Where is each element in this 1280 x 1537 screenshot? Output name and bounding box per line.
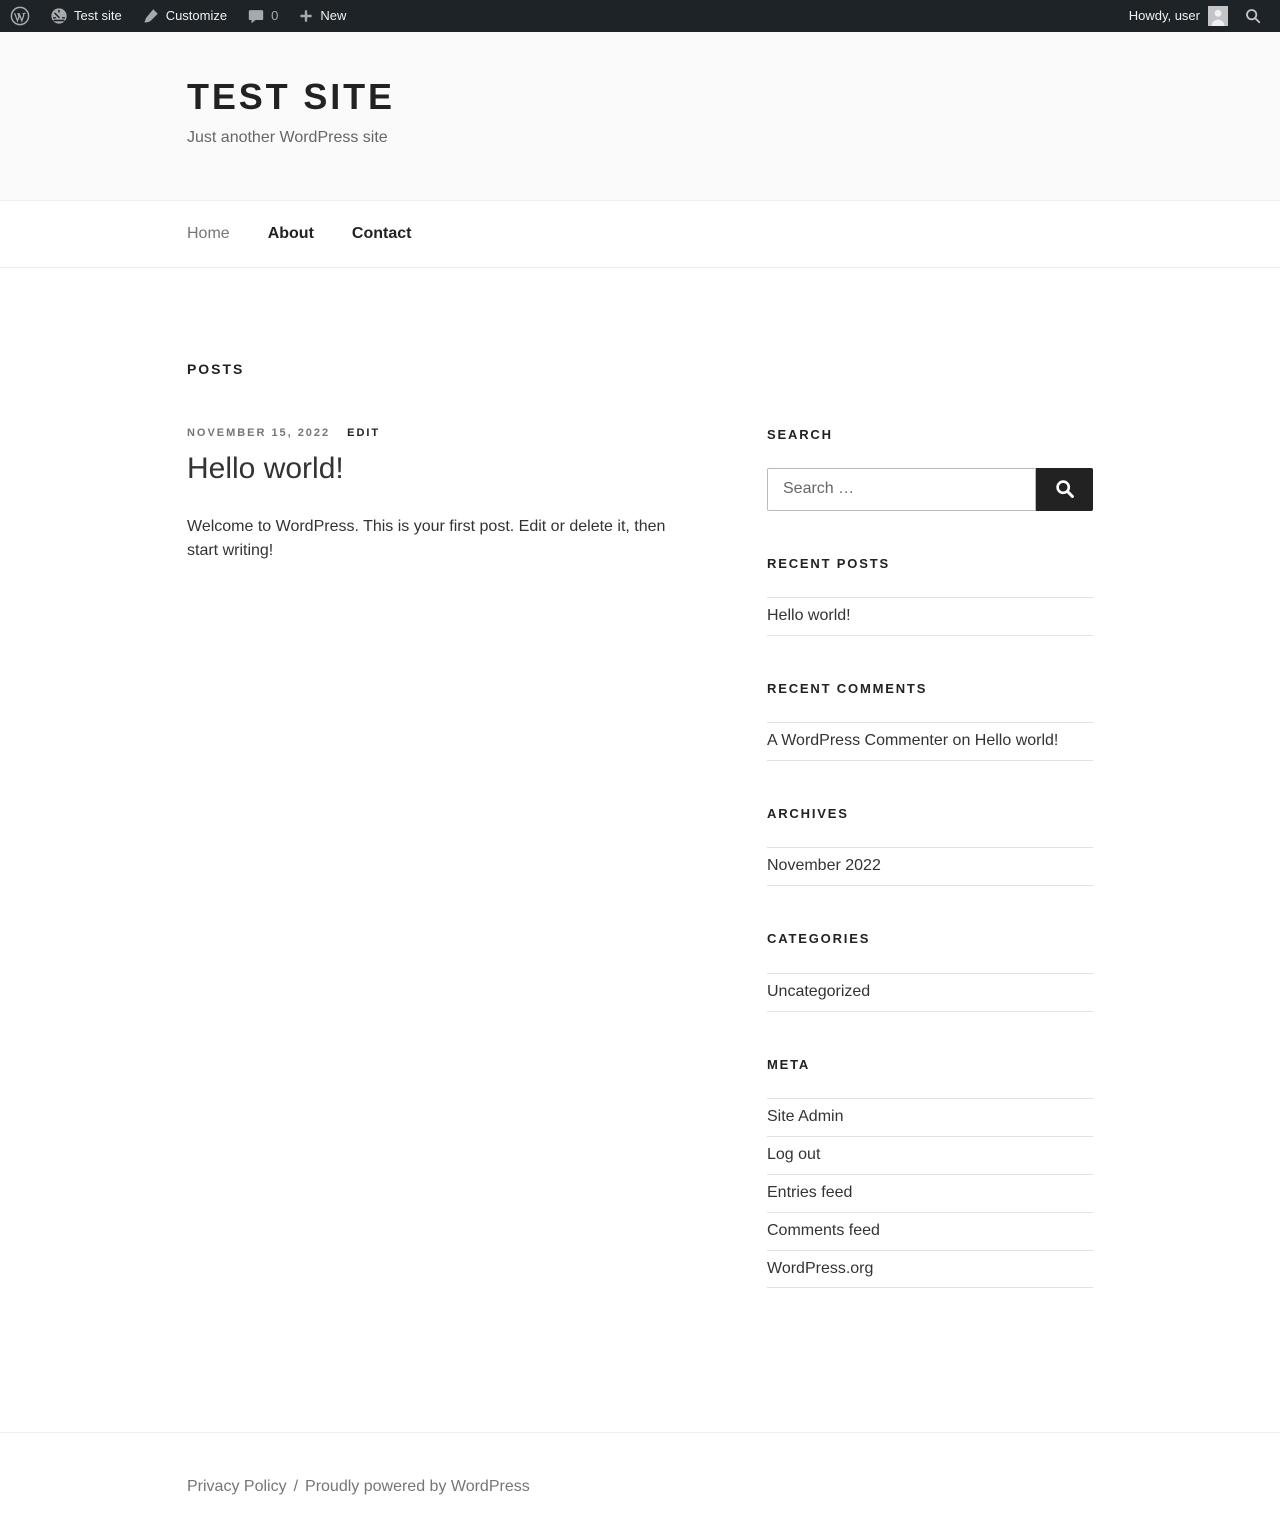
footer-separator: / <box>293 1478 299 1496</box>
comment-bubble-icon <box>247 7 265 25</box>
log-out-link[interactable]: Log out <box>767 1145 821 1163</box>
archives-title: ARCHIVES <box>767 806 849 822</box>
top-navigation <box>0 200 1280 268</box>
page-title: POSTS <box>187 361 245 378</box>
archives-widget <box>767 805 1093 886</box>
admin-bar <box>0 0 1280 32</box>
categories-widget <box>767 930 1093 1011</box>
new-content-button[interactable] <box>288 0 356 32</box>
nav-item-contact[interactable]: Contact <box>351 224 412 242</box>
search-submit-button[interactable] <box>1036 468 1093 511</box>
list-item <box>767 1137 1093 1175</box>
account-menu-button[interactable] <box>1121 0 1236 32</box>
meta-title: META <box>767 1056 811 1072</box>
site-tagline: Just another WordPress site <box>187 129 388 147</box>
privacy-policy-link[interactable]: Privacy Policy <box>187 1478 287 1496</box>
customize-label: Customize <box>165 7 228 23</box>
comments-feed-link[interactable]: Comments feed <box>767 1221 880 1239</box>
recent-post-link[interactable]: Hello world! <box>767 607 851 625</box>
nav-item-about[interactable]: About <box>267 224 314 242</box>
new-label: New <box>320 7 347 23</box>
list-item <box>767 1251 1093 1289</box>
recent-comments-title: RECENT COMMENTS <box>767 681 928 697</box>
primary-column <box>187 426 690 1333</box>
site-footer <box>0 1432 1280 1536</box>
recent-comments-widget <box>767 680 1093 761</box>
customize-button[interactable] <box>132 0 237 32</box>
archive-link[interactable]: November 2022 <box>767 857 881 875</box>
post-article <box>187 426 690 564</box>
nav-item-home[interactable]: Home <box>187 224 230 242</box>
commented-post-link[interactable]: Hello world! <box>974 732 1059 750</box>
search-widget-title: SEARCH <box>767 426 833 442</box>
recent-posts-widget <box>767 555 1093 636</box>
wordpress-logo-icon <box>10 6 30 26</box>
admin-bar-site-name[interactable] <box>40 0 132 32</box>
post-date-link[interactable]: NOVEMBER 15, 2022 <box>187 426 331 439</box>
list-item <box>767 598 1093 636</box>
search-icon <box>1054 478 1076 500</box>
post-title-link[interactable]: Hello world! <box>187 452 344 486</box>
search-input[interactable] <box>767 468 1036 511</box>
entry-meta <box>187 426 690 441</box>
plus-icon <box>298 8 314 24</box>
edit-post-link[interactable]: EDIT <box>347 426 381 439</box>
meta-widget <box>767 1056 1093 1289</box>
comment-author-link[interactable]: A WordPress Commenter <box>767 732 949 750</box>
wordpress-menu-button[interactable] <box>0 0 40 32</box>
list-item <box>767 1175 1093 1213</box>
recent-posts-title: RECENT POSTS <box>767 555 890 571</box>
admin-bar-site-name-label: Test site <box>74 7 122 23</box>
powered-by-link[interactable]: Proudly powered by WordPress <box>305 1478 530 1496</box>
sidebar <box>767 426 1093 1333</box>
site-header <box>0 32 1280 200</box>
list-item <box>767 1213 1093 1251</box>
admin-search-button[interactable] <box>1236 0 1270 32</box>
comment-connector-text: on <box>948 732 975 750</box>
howdy-label: Howdy, user <box>1128 7 1200 23</box>
list-item <box>767 974 1093 1012</box>
entries-feed-link[interactable]: Entries feed <box>767 1183 853 1201</box>
site-title-link[interactable]: TEST SITE <box>187 76 395 117</box>
post-excerpt: Welcome to WordPress. This is your first post. Edit or delete it, then start writing! <box>187 517 666 560</box>
user-avatar <box>1208 6 1228 26</box>
search-widget <box>767 426 1093 511</box>
list-item <box>767 848 1093 886</box>
comments-button[interactable] <box>237 0 288 32</box>
categories-title: CATEGORIES <box>767 931 871 947</box>
site-admin-link[interactable]: Site Admin <box>767 1107 844 1125</box>
paintbrush-icon <box>142 7 160 25</box>
comment-count: 0 <box>271 7 279 23</box>
wordpress-org-link[interactable]: WordPress.org <box>767 1259 874 1277</box>
search-form <box>767 468 1093 511</box>
dashboard-gauge-icon <box>50 7 68 25</box>
category-link[interactable]: Uncategorized <box>767 982 871 1000</box>
list-item <box>767 723 1093 761</box>
search-icon <box>1244 7 1262 25</box>
list-item <box>767 1099 1093 1137</box>
site-content <box>0 268 1280 1432</box>
admin-bar-right <box>1121 0 1270 32</box>
